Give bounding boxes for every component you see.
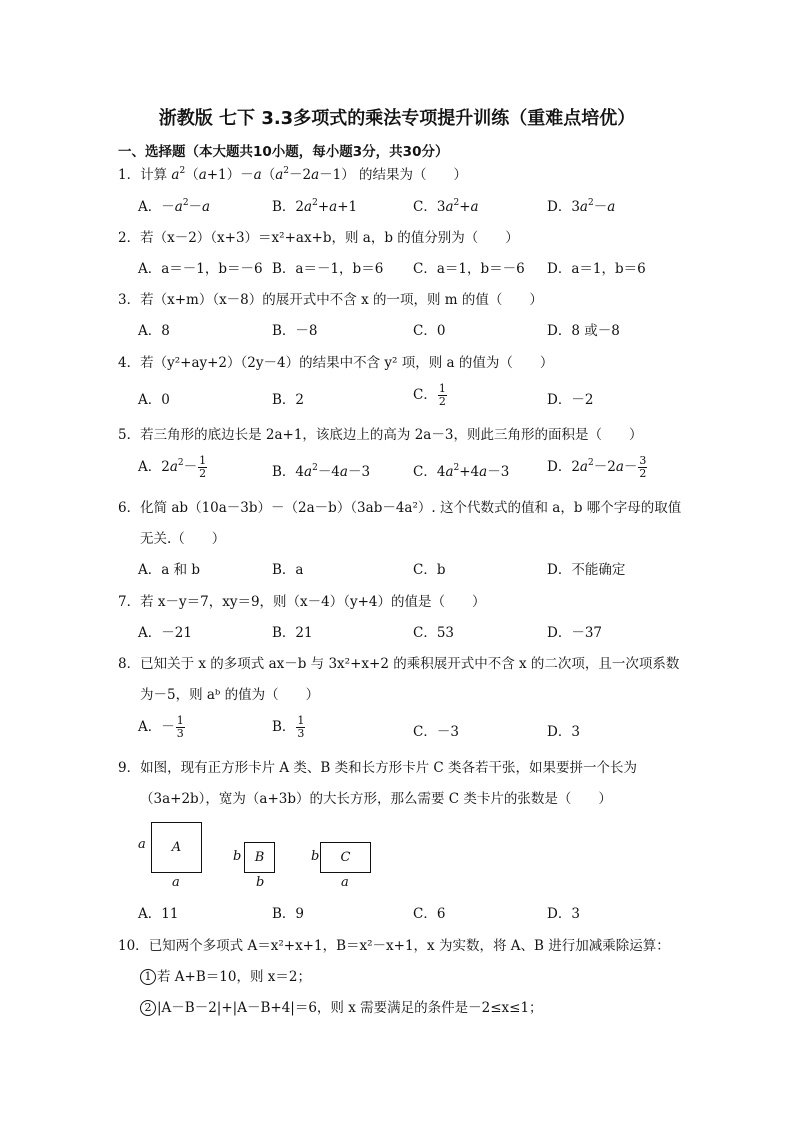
q6-option-b[interactable]: B．a	[272, 562, 304, 578]
card-c-bottom-label: a	[341, 875, 349, 890]
q5-option-d[interactable]: D．$2a^2-2a-$ $\frac{3}{2}$	[547, 454, 647, 480]
q2-option-b[interactable]: B．a＝－1，b＝6	[272, 261, 384, 277]
q7-option-a[interactable]: A．－21	[138, 625, 192, 641]
q4-option-c[interactable]: C． $\frac{1}{2}$	[413, 382, 446, 408]
question-8-line-2: 为－5，则 aᵇ 的值为（ ）	[140, 687, 320, 703]
q1-option-a[interactable]: A．$-a^2-a$	[138, 198, 211, 215]
q3-option-b[interactable]: B．－8	[272, 323, 318, 339]
q8-option-a[interactable]: A．－ $\frac{1}{3}$	[138, 714, 184, 740]
card-b: B	[244, 842, 275, 873]
question-3: 3．若（x+m）（x－8）的展开式中不含 x 的一项，则 m 的值（ ）	[118, 292, 543, 308]
q7-option-c[interactable]: C．53	[413, 625, 455, 641]
question-6-line-1: 6．化简 ab（10a－3b）－（2a－b）（3ab－4a²）. 这个代数式的值和 a，b 哪个字母的取值	[118, 500, 682, 516]
card-b-side-label: b	[233, 849, 242, 864]
q9-option-c[interactable]: C．6	[413, 906, 446, 922]
question-8-line-1: 8．已知关于 x 的多项式 ax－b 与 3x²+x+2 的乘积展开式中不含 x 的二次项，且一次项系数	[118, 656, 680, 672]
card-c: C	[320, 842, 371, 873]
q8-option-b[interactable]: B． $\frac{1}{3}$	[272, 714, 305, 740]
card-a-bottom-label: a	[172, 875, 180, 890]
card-c-side-label: b	[311, 849, 320, 864]
question-10: 10．已知两个多项式 A＝x²+x+1，B＝x²－x+1，x 为实数，将 A、B 进行加减乘除运算：	[118, 938, 670, 954]
q4-option-d[interactable]: D．－2	[547, 392, 594, 408]
question-4: 4．若（y²+ay+2）（2y－4）的结果中不含 y² 项，则 a 的值为（ ）	[118, 355, 554, 371]
q9-option-a[interactable]: A．11	[138, 906, 179, 922]
q1-option-d[interactable]: D．$3a^2-a$	[547, 198, 616, 215]
q5-option-a[interactable]: A．$2a^2-$ $\frac{1}{2}$	[138, 454, 207, 480]
card-a: A	[151, 822, 202, 873]
question-9-line-1: 9．如图，现有正方形卡片 A 类、B 类和长方形卡片 C 类各若干张，如果要拼一个长为	[118, 760, 638, 776]
question-6-line-2: 无关.（ ）	[140, 531, 226, 547]
q7-option-b[interactable]: B．21	[272, 625, 313, 641]
circled-number-2: 2	[140, 1000, 156, 1016]
q5-option-b[interactable]: B．$4a^2-4a-3$	[272, 463, 371, 480]
q4-option-b[interactable]: B．2	[272, 392, 305, 408]
q8-option-c[interactable]: C．－3	[413, 724, 459, 740]
section-heading: 一、选择题（本大题共10小题，每小题3分，共30分）	[118, 144, 449, 160]
q3-option-a[interactable]: A．8	[138, 323, 170, 339]
circled-number-1: 1	[140, 969, 156, 985]
question-7: 7．若 x－y＝7，xy＝9，则（x－4）（y+4）的值是（ ）	[118, 594, 486, 610]
question-9-line-2: （3a+2b），宽为（a+3b）的大长方形，那么需要 C 类卡片的张数是（ ）	[140, 791, 612, 807]
q9-option-d[interactable]: D．3	[547, 906, 580, 922]
q2-option-d[interactable]: D．a＝1，b＝6	[547, 261, 646, 277]
q1-option-c[interactable]: C．$3a^2+a$	[413, 198, 479, 215]
q1-option-b[interactable]: B．$2a^2+a+1$	[272, 198, 358, 215]
q5-option-c[interactable]: C．$4a^2+4a-3$	[413, 463, 510, 480]
question-2: 2．若（x－2）（x+3）＝x²+ax+b，则 a，b 的值分别为（ ）	[118, 230, 519, 246]
q6-option-a[interactable]: A．a 和 b	[138, 562, 201, 578]
q2-option-c[interactable]: C．a＝1，b＝－6	[413, 261, 525, 277]
q3-option-d[interactable]: D．8 或－8	[547, 323, 620, 339]
q9-option-b[interactable]: B．9	[272, 906, 305, 922]
q6-option-c[interactable]: C．b	[413, 562, 446, 578]
card-a-side-label: a	[138, 837, 146, 852]
q2-option-a[interactable]: A．a＝－1，b＝－6	[138, 261, 263, 277]
page-title: 浙教版 七下 3.3多项式的乘法专项提升训练（重难点培优）	[158, 108, 636, 129]
q3-option-c[interactable]: C．0	[413, 323, 446, 339]
q10-statement-1: 1 若 A+B＝10，则 x＝2；	[140, 968, 311, 986]
q4-option-a[interactable]: A．0	[138, 392, 170, 408]
q7-option-d[interactable]: D．－37	[547, 625, 603, 641]
question-5: 5．若三角形的底边长是 2a+1，该底边上的高为 2a－3，则此三角形的面积是（ ）	[118, 427, 643, 443]
q6-option-d[interactable]: D．不能确定	[547, 562, 626, 578]
question-1: 1．计算 $a^2(a+1)-a(a^2-2a-1)$ 的结果为（ ）	[118, 166, 468, 183]
q8-option-d[interactable]: D．3	[547, 724, 580, 740]
q10-statement-2: 2 |A－B－2|+|A－B+4|＝6，则 x 需要满足的条件是－2≤x≤1；	[140, 999, 543, 1017]
card-b-bottom-label: b	[256, 875, 265, 890]
